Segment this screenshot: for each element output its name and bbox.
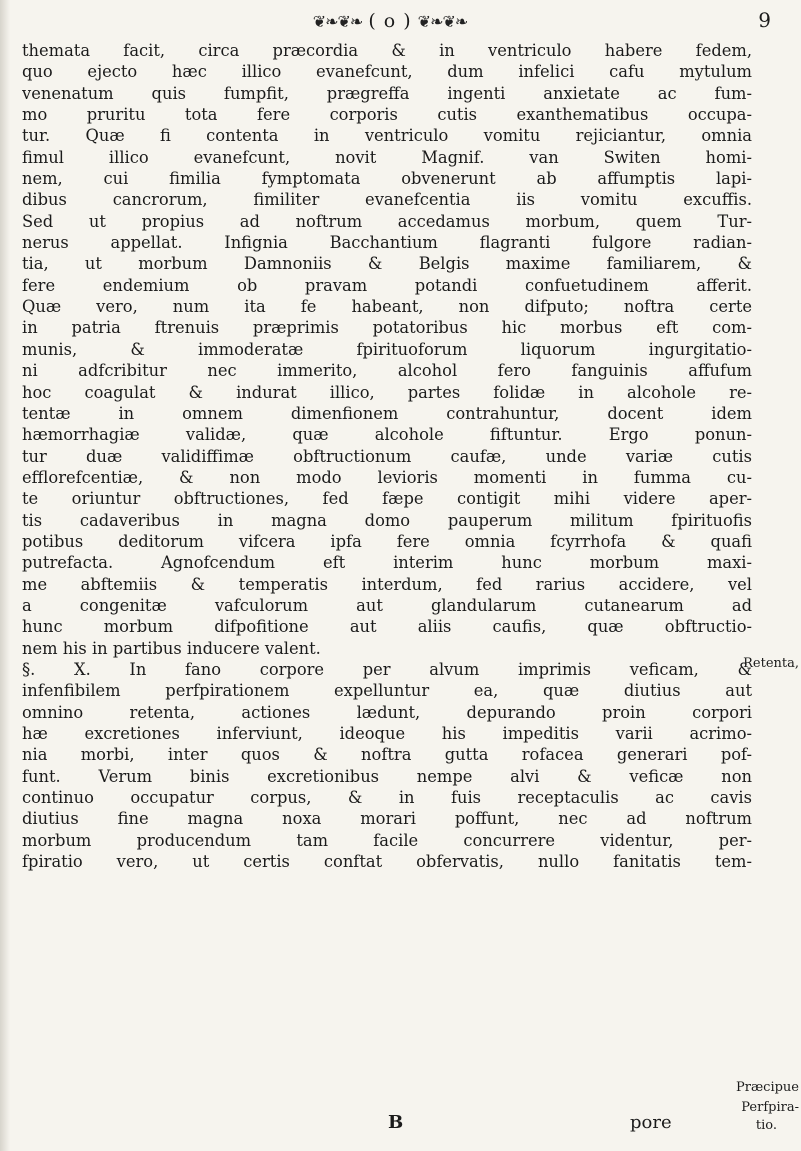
text-line: putrefacta. Agnofcendum eft interim hunc morbum maxi-: [22, 553, 752, 573]
text-line: in patria ftrenuis præprimis potatoribus hic morbus eft com-: [22, 318, 752, 338]
text-line: themata facit, circa præcordia & in ventriculo habere fedem,: [22, 41, 752, 60]
signature-mark: B: [388, 1112, 404, 1133]
margin-note: tio.: [755, 1118, 777, 1133]
text-line: quo ejecto hæc illico evanefcunt, dum infelici cafu mytulum: [22, 62, 752, 82]
text-line: fpiratio vero, ut certis conftat obfervatis, nullo fanitatis tem-: [22, 852, 752, 872]
text-line: Sed ut propius ad noftrum accedamus morbum, quem Tur-: [22, 211, 752, 231]
text-line: me abftemiis & temperatis interdum, fed rarius accidere, vel: [22, 574, 752, 594]
running-header: [180, 6, 600, 36]
text-line: morbum producendum tam facile concurrere videntur, per-: [22, 830, 752, 850]
text-line: tia, ut morbum Damnoniis & Belgis maxime familiarem, &: [22, 254, 752, 274]
text-line: omnino retenta, actiones lædunt, depurando proin corpori: [22, 702, 752, 722]
ornament-left-icon: ❦❧❦❧: [312, 11, 363, 31]
text-line: Quæ vero, num ita fe habeant, non difputo; noftra certe: [22, 297, 752, 317]
text-line: tis cadaveribus in magna domo pauperum militum fpirituofis: [22, 510, 752, 530]
text-line: nem, cui fimilia fymptomata obvenerunt ab affumptis lapi-: [22, 169, 752, 189]
text-line: diutius fine magna noxa morari poffunt, nec ad noftrum: [22, 809, 752, 829]
text-line: ni adfcribitur nec immerito, alcohol fero fanguinis affufum: [22, 361, 752, 381]
header-page-mark: ( o ): [368, 10, 412, 32]
text-line: funt. Verum binis excretionibus nempe alvi & veficæ non: [22, 766, 752, 786]
text-line: te oriuntur obftructiones, fed fæpe contigit mihi videre aper-: [22, 489, 752, 509]
margin-note: Præcipue: [735, 1080, 799, 1095]
margin-note: Retenta,: [743, 656, 799, 671]
text-line: mo pruritu tota fere corporis cutis exanthematibus occupa-: [22, 105, 752, 125]
text-line: nerus appellat. Infignia Bacchantium flagranti fulgore radian-: [22, 233, 752, 253]
body-text: [22, 40, 752, 872]
text-line: infenfibilem perfpirationem expelluntur ea, quæ diutius aut: [22, 681, 752, 701]
folio-number: 9: [758, 8, 771, 32]
text-line: efflorefcentiæ, & non modo levioris momenti in fumma cu-: [22, 467, 752, 487]
text-line: tur. Quæ fi contenta in ventriculo vomitu rejiciantur, omnia: [22, 126, 752, 146]
text-line: hæ excretiones inferviunt, ideoque his impeditis varii acrimo-: [22, 724, 752, 743]
text-line: munis, & immoderatæ fpirituoforum liquorum ingurgitatio-: [22, 339, 752, 359]
text-line: nem his in partibus inducere valent.: [22, 638, 321, 658]
page-gutter-shadow: [0, 0, 10, 1151]
text-line: §. X. In fano corpore per alvum imprimis veficam, &: [22, 659, 752, 679]
text-line: nia morbi, inter quos & noftra gutta rofacea generari pof-: [22, 745, 752, 765]
catchword: pore: [630, 1112, 672, 1133]
text-line: fimul illico evanefcunt, novit Magnif. van Switen homi-: [22, 147, 752, 167]
text-line: dibus cancrorum, fimiliter evanefcentia iis vomitu excuffis.: [22, 190, 752, 210]
text-line: tentæ in omnem dimenfionem contrahuntur, docent idem: [22, 403, 752, 423]
text-line: hoc coagulat & indurat illico, partes folidæ in alcohole re-: [22, 382, 752, 402]
text-line: tur duæ validiffimæ obftructionum caufæ, unde variæ cutis: [22, 446, 752, 466]
text-line: potibus deditorum vifcera ipfa fere omnia fcyrrhofa & quafi: [22, 531, 752, 551]
margin-note: Perfpira-: [741, 1100, 799, 1115]
text-line: continuo occupatur corpus, & in fuis receptaculis ac cavis: [22, 788, 752, 808]
ornament-right-icon: ❦❧❦❧: [417, 11, 468, 31]
text-line: a congenitæ vafculorum aut glandularum cutanearum ad: [22, 595, 752, 615]
text-line: hæmorrhagiæ validæ, quæ alcohole fiftuntur. Ergo ponun-: [22, 425, 752, 445]
text-line: hunc morbum difpofitione aut aliis caufis, quæ obftructio-: [22, 617, 752, 637]
text-line: fere endemium ob pravam potandi confuetudinem afferit.: [22, 275, 752, 295]
text-line: venenatum quis fumpfit, prægreffa ingenti anxietate ac fum-: [22, 83, 752, 103]
